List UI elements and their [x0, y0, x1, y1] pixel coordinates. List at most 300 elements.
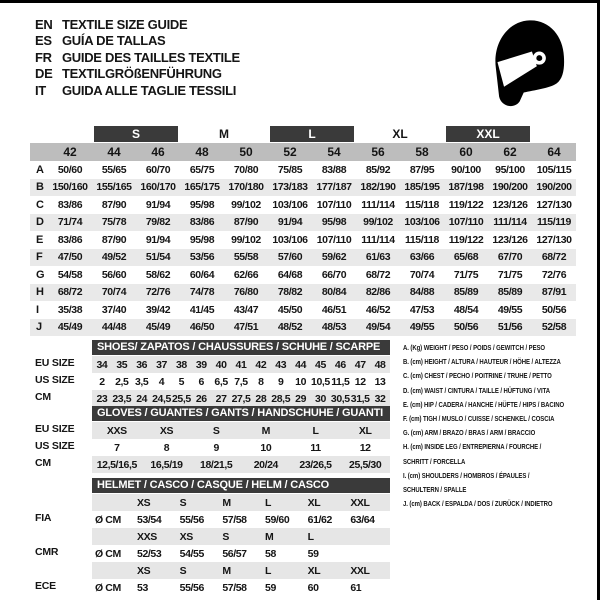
shoes-value: 3,5 [134, 375, 149, 388]
measurement-value: 103/106 [404, 216, 440, 229]
gloves-label-0: EU SIZE [35, 423, 75, 435]
measurement-value: 119/122 [448, 198, 484, 211]
helmet-value: 61/62 [307, 513, 332, 526]
gloves-value: L [312, 424, 319, 437]
measurement-value: 48/52 [277, 321, 303, 334]
measurement-value: 83/86 [189, 216, 215, 229]
gloves-label-2: CM [35, 457, 51, 469]
shoes-value: 25,5 [171, 392, 191, 405]
row-letter: J [36, 321, 43, 334]
gloves-value: 16,5/19 [150, 458, 183, 471]
row-letter: B [36, 181, 44, 194]
table-row-d [30, 214, 576, 232]
helmet-value: 52/53 [137, 547, 162, 560]
measurement-value: 72/76 [541, 268, 567, 281]
racing-helmet-icon [486, 17, 568, 109]
helmet-label-cmr: CMR [35, 546, 59, 558]
size-number: 42 [63, 145, 77, 159]
helmet-value: 56/57 [222, 547, 247, 560]
measurement-value: 57/60 [277, 251, 303, 264]
shoes-side-labels [35, 355, 91, 406]
measurement-value: 46/51 [321, 303, 347, 316]
gloves-value: XXS [106, 424, 127, 437]
legend-item-9 [403, 497, 595, 511]
measurement-value: 65/68 [453, 251, 479, 264]
measurement-value: 51/56 [497, 321, 523, 334]
row-letter: C [36, 198, 44, 211]
measurement-value: 165/175 [184, 181, 220, 194]
measurement-value: 64/68 [277, 268, 303, 281]
helmet-size: M [222, 496, 231, 509]
measurement-value: 127/130 [536, 198, 572, 211]
measurement-value: 119/122 [448, 233, 484, 246]
measurement-value: 72/76 [145, 286, 171, 299]
gloves-value: 10 [260, 441, 272, 454]
helmet-size: XS [137, 564, 151, 577]
helmet-value: 58 [265, 547, 276, 560]
size-group-l: L [270, 126, 354, 142]
measurement-legend [403, 341, 595, 511]
helmet-size: L [265, 496, 272, 509]
measurement-value: 150/160 [52, 181, 88, 194]
measurement-value: 70/74 [101, 286, 127, 299]
measurement-value: 50/60 [57, 163, 83, 176]
measurement-value: 87/90 [101, 233, 127, 246]
gloves-table [92, 406, 390, 473]
shoes-value: 39 [195, 358, 207, 371]
language-row [35, 66, 240, 83]
measurement-value: 99/102 [231, 198, 261, 211]
shoes-value: 27 [215, 392, 227, 405]
shoes-value: 5 [178, 375, 185, 388]
size-number: 44 [107, 145, 121, 159]
measurement-value: 47/50 [57, 251, 83, 264]
shoes-row-2 [92, 390, 390, 407]
measurement-value: 111/114 [361, 233, 395, 246]
shoes-value: 44 [295, 358, 307, 371]
size-number: 58 [415, 145, 429, 159]
shoes-label-0: EU SIZE [35, 357, 75, 369]
measurement-value: 107/110 [316, 198, 352, 211]
legend-item-7 [403, 440, 595, 468]
shoes-value: 35 [116, 358, 128, 371]
measurement-value: 173/183 [272, 181, 308, 194]
helmet-value: 60 [307, 581, 319, 594]
gloves-value: M [261, 424, 270, 437]
size-number: 62 [503, 145, 517, 159]
language-list [35, 16, 240, 99]
measurement-value: 44/48 [101, 321, 127, 334]
measurement-value: 70/80 [233, 163, 259, 176]
shoes-value: 45 [315, 358, 326, 371]
measurement-value: 185/195 [404, 181, 440, 194]
measurement-value: 59/62 [321, 251, 347, 264]
size-number: 56 [371, 145, 385, 159]
helmet-value: 59 [307, 547, 319, 560]
helmet-value: 54/55 [179, 547, 204, 560]
measurement-value: 107/110 [448, 216, 484, 229]
measurement-value: 80/84 [321, 286, 347, 299]
measurement-value: 87/95 [409, 163, 435, 176]
helmet-size: M [222, 564, 231, 577]
measurement-value: 84/88 [409, 286, 435, 299]
measurement-rows [30, 161, 576, 336]
measurement-value: 177/187 [316, 181, 352, 194]
size-number: 60 [459, 145, 473, 159]
shoes-value: 2 [99, 375, 105, 388]
helmet-value: 53 [137, 581, 148, 594]
measurement-value: 83/88 [321, 163, 347, 176]
legend-item-6 [403, 426, 595, 440]
shoes-label-1: US SIZE [35, 374, 75, 386]
language-code: DE [35, 66, 53, 82]
measurement-value: 60/70 [145, 163, 171, 176]
shoes-value: 26 [195, 392, 207, 405]
language-row [35, 33, 240, 50]
measurement-value: 62/66 [233, 268, 259, 281]
gloves-value: 18/21,5 [200, 458, 233, 471]
helmet-size: M [265, 530, 274, 543]
shoes-value: 48 [374, 358, 386, 371]
helmet-value-row-1 [92, 545, 390, 562]
measurement-value: 91/94 [145, 198, 171, 211]
measurement-value: 65/75 [189, 163, 215, 176]
measurement-value: 115/118 [405, 233, 439, 246]
measurement-value: 95/98 [321, 216, 347, 229]
main-size-table [30, 125, 576, 336]
measurement-value: 74/78 [189, 286, 215, 299]
shoes-value: 29 [295, 392, 307, 405]
shoes-value: 23 [96, 392, 108, 405]
helmet-size-row-1 [92, 528, 390, 545]
measurement-value: 60/64 [189, 268, 215, 281]
measurement-value: 71/75 [453, 268, 479, 281]
measurement-value: 155/165 [96, 181, 132, 194]
measurement-value: 103/106 [272, 198, 308, 211]
table-row-f [30, 249, 576, 267]
measurement-value: 76/80 [233, 286, 259, 299]
shoes-value: 9 [278, 375, 284, 388]
row-letter: H [36, 286, 44, 299]
gloves-row-1 [92, 439, 390, 456]
measurement-value: 111/114 [361, 198, 395, 211]
shoes-value: 37 [156, 358, 167, 371]
gloves-value: 9 [213, 441, 219, 454]
helmet-value-row-0 [92, 511, 390, 528]
shoes-value: 47 [354, 358, 366, 371]
gloves-row-0 [92, 422, 390, 439]
size-number-row [30, 143, 576, 161]
shoes-title-bar: SHOES/ ZAPATOS / CHAUSSURES / SCHUHE / SCARPE [92, 340, 390, 355]
measurement-value: 39/42 [145, 303, 171, 316]
language-title: GUIDE DES TAILLES TEXTILE [62, 49, 240, 65]
helmet-size: S [222, 530, 229, 543]
size-group-s: S [94, 126, 178, 142]
measurement-value: 85/92 [365, 163, 391, 176]
measurement-value: 50/56 [453, 321, 479, 334]
size-number: 64 [547, 145, 561, 159]
legend-line: H. (cm) INSIDE LEG / ENTREPIERNA / FOURCHE / [403, 442, 542, 452]
helmet-size: XXL [350, 496, 370, 509]
measurement-value: 35/38 [57, 303, 83, 316]
gloves-value: 7 [114, 441, 120, 454]
helmet-value-row-2 [92, 579, 390, 596]
measurement-value: 123/126 [492, 198, 528, 211]
measurement-value: 49/55 [497, 303, 523, 316]
size-group-row [30, 125, 576, 142]
shoes-table [92, 340, 390, 407]
helmet-size: XS [137, 496, 151, 509]
measurement-value: 50/56 [541, 303, 567, 316]
helmet-value: 57/58 [222, 581, 247, 594]
measurement-value: 51/54 [145, 251, 171, 264]
gloves-row-2 [92, 456, 390, 473]
gloves-value: XL [358, 424, 372, 437]
gloves-value: XS [159, 424, 174, 437]
measurement-value: 75/78 [101, 216, 127, 229]
shoes-value: 41 [235, 358, 247, 371]
legend-line: A. (Kg) WEIGHT / PESO / POIDS / GEWITCH / PESO [403, 343, 545, 352]
measurement-value: 79/82 [145, 216, 171, 229]
measurement-value: 91/94 [277, 216, 303, 229]
shoes-value: 30 [315, 392, 326, 405]
language-row [35, 49, 240, 66]
measurement-value: 85/89 [497, 286, 523, 299]
measurement-value: 48/53 [321, 321, 347, 334]
measurement-value: 49/54 [365, 321, 391, 334]
measurement-value: 46/50 [189, 321, 215, 334]
table-row-a [30, 161, 576, 179]
shoes-value: 4 [158, 375, 165, 388]
language-title: GUIDA ALLE TAGLIE TESSILI [62, 82, 237, 98]
legend-item-4 [403, 398, 595, 412]
legend-line: D. (cm) WAIST / CINTURA / TAILLE / HÜFTUNG / VITA [403, 385, 550, 395]
shoes-value: 34 [96, 358, 108, 371]
measurement-value: 47/53 [409, 303, 435, 316]
gloves-title-bar: GLOVES / GUANTES / GANTS / HANDSCHUHE / GUANTI [92, 406, 390, 421]
legend-line: I. (cm) SHOULDERS / HOMBROS / ÉPAULES / [403, 470, 530, 480]
shoes-value: 6,5 [214, 375, 228, 388]
measurement-value: 75/85 [277, 163, 303, 176]
helmet-unit: Ø CM [95, 513, 121, 526]
legend-item-3 [403, 384, 595, 398]
measurement-value: 49/52 [101, 251, 127, 264]
helmet-value: 53/54 [137, 513, 162, 526]
helmet-unit: Ø CM [95, 581, 121, 594]
measurement-value: 63/66 [409, 251, 435, 264]
row-letter: G [36, 268, 45, 281]
helmet-value: 61 [350, 581, 362, 594]
shoes-value: 40 [215, 358, 227, 371]
measurement-value: 37/40 [101, 303, 127, 316]
measurement-value: 170/180 [228, 181, 264, 194]
measurement-value: 103/106 [272, 233, 308, 246]
table-row-g [30, 266, 576, 284]
measurement-value: 95/98 [189, 233, 215, 246]
measurement-value: 48/54 [453, 303, 479, 316]
language-title: TEXTILGRÖßENFÜHRUNG [62, 66, 222, 82]
gloves-value: 12 [359, 441, 371, 454]
measurement-value: 99/102 [231, 233, 261, 246]
table-row-e [30, 231, 576, 249]
measurement-value: 55/65 [101, 163, 127, 176]
measurement-value: 45/50 [277, 303, 303, 316]
helmet-value: 57/58 [222, 513, 247, 526]
legend-line: C. (cm) CHEST / PECHO / POITRINE / TRUHE / PETTO [403, 371, 552, 381]
legend-item-0 [403, 341, 595, 355]
measurement-value: 53/56 [189, 251, 215, 264]
legend-line: E. (cm) HIP / CADERA / HANCHE / HÜFTE / HIPS / BACINO [403, 399, 565, 409]
helmet-value: 59 [265, 581, 276, 594]
helmet-unit: Ø CM [95, 547, 121, 560]
measurement-value: 95/98 [189, 198, 215, 211]
helmet-size: XXS [137, 530, 157, 543]
helmet-size: S [179, 564, 187, 577]
measurement-value: 68/72 [541, 251, 567, 264]
shoes-value: 28 [255, 392, 267, 405]
helmet-label-fia: FIA [35, 512, 52, 524]
shoes-value: 10,5 [311, 375, 330, 388]
measurement-value: 56/60 [101, 268, 127, 281]
shoes-value: 46 [334, 358, 346, 371]
helmet-label-spacer [35, 493, 91, 510]
helmet-rows [92, 494, 390, 596]
measurement-value: 68/72 [57, 286, 83, 299]
size-group-xl: XL [392, 126, 408, 141]
helmet-size: L [307, 530, 314, 543]
size-group-m: M [219, 126, 229, 141]
helmet-value: 55/56 [179, 581, 204, 594]
measurement-value: 52/58 [541, 321, 567, 334]
measurement-value: 123/126 [492, 233, 528, 246]
language-row [35, 16, 240, 33]
shoes-value: 2,5 [115, 375, 129, 388]
measurement-value: 45/49 [145, 321, 171, 334]
shoes-value: 23,5 [112, 392, 132, 405]
shoes-value: 27,5 [231, 392, 251, 405]
measurement-value: 83/86 [57, 198, 83, 211]
helmet-size-row-2 [92, 562, 390, 579]
gloves-side-labels [35, 421, 91, 472]
language-code: IT [35, 82, 46, 98]
helmet-label-spacer [35, 527, 91, 544]
shoes-label-2: CM [35, 391, 51, 403]
legend-line: J. (cm) BACK / ESPALDA / DOS / ZURÜCK / INDIETRO [403, 499, 553, 509]
shoes-value: 32 [374, 392, 386, 405]
helmet-table [92, 478, 390, 596]
shoes-value: 28,5 [271, 392, 291, 405]
measurement-value: 90/100 [451, 163, 481, 176]
measurement-value: 182/190 [360, 181, 396, 194]
size-group-xxl: XXL [446, 126, 530, 142]
shoes-value: 6 [198, 375, 204, 388]
helmet-size: XS [179, 530, 193, 543]
helmet-size-row-0 [92, 494, 390, 511]
helmet-value: 55/56 [179, 513, 204, 526]
row-letter: E [36, 233, 44, 246]
gloves-value: 12,5/16,5 [96, 458, 137, 471]
language-row [35, 82, 240, 99]
shoes-value: 12 [354, 375, 366, 388]
measurement-value: 87/90 [101, 198, 127, 211]
measurement-value: 91/94 [145, 233, 171, 246]
gloves-value: S [212, 424, 220, 437]
language-title: GUÍA DE TALLAS [62, 33, 166, 49]
measurement-value: 115/119 [537, 216, 571, 229]
shoes-value: 36 [136, 358, 148, 371]
size-number: 48 [195, 145, 209, 159]
shoes-value: 13 [374, 375, 386, 388]
measurement-value: 105/115 [536, 163, 572, 176]
shoes-value: 31,5 [350, 392, 370, 405]
shoes-rows [92, 356, 390, 407]
table-row-b [30, 179, 576, 197]
legend-item-8 [403, 469, 595, 497]
helmet-size: L [265, 564, 272, 577]
shoes-value: 8 [258, 375, 264, 388]
legend-line: B. (cm) HEIGHT / ALTURA / HAUTEUR / HÖHE / ALTEZZA [403, 357, 561, 367]
measurement-value: 87/91 [541, 286, 567, 299]
row-letter: I [36, 303, 40, 316]
language-code: ES [35, 33, 52, 49]
measurement-value: 78/82 [277, 286, 303, 299]
row-letter: D [36, 216, 44, 229]
helmet-size: S [179, 496, 187, 509]
measurement-value: 187/198 [448, 181, 484, 194]
gloves-value: 20/24 [253, 458, 278, 471]
row-letter: F [36, 251, 43, 264]
measurement-value: 127/130 [536, 233, 572, 246]
measurement-value: 111/114 [493, 216, 527, 229]
shoes-value: 24 [136, 392, 148, 405]
legend-item-5 [403, 412, 595, 426]
shoes-value: 11,5 [331, 375, 350, 388]
legend-item-2 [403, 369, 595, 383]
measurement-value: 85/89 [453, 286, 479, 299]
size-number: 50 [239, 145, 253, 159]
helmet-value: 59/60 [265, 513, 290, 526]
legend-item-1 [403, 355, 595, 369]
measurement-value: 67/70 [497, 251, 523, 264]
measurement-value: 70/74 [409, 268, 435, 281]
measurement-value: 107/110 [316, 233, 352, 246]
helmet-size: XL [307, 564, 321, 577]
legend-line: SCHULTERN / SPALLE [403, 485, 467, 495]
table-row-j [30, 319, 576, 337]
measurement-value: 190/200 [536, 181, 572, 194]
measurement-value: 46/52 [365, 303, 391, 316]
helmet-size: XL [307, 496, 321, 509]
helmet-value: 63/64 [350, 513, 375, 526]
helmet-label-spacer [35, 561, 91, 578]
measurement-value: 61/63 [365, 251, 391, 264]
helmet-title-bar: HELMET / CASCO / CASQUE / HELM / CASCO [92, 478, 390, 493]
size-number: 54 [327, 145, 341, 159]
measurement-value: 43/47 [233, 303, 259, 316]
measurement-value: 45/49 [57, 321, 83, 334]
racing-helmet-icon-svg [486, 17, 568, 109]
language-title: TEXTILE SIZE GUIDE [62, 16, 188, 32]
helmet-size: XXL [350, 564, 370, 577]
measurement-value: 68/72 [365, 268, 391, 281]
legend-line: G. (cm) ARM / BRAZO / BRAS / ARM / BRACCIO [403, 428, 536, 438]
gloves-value: 25,5/30 [349, 458, 382, 471]
measurement-value: 47/51 [233, 321, 259, 334]
measurement-value: 83/86 [57, 233, 83, 246]
helmet-label-ece: ECE [35, 580, 56, 592]
measurement-value: 49/55 [409, 321, 435, 334]
measurement-value: 66/70 [321, 268, 347, 281]
